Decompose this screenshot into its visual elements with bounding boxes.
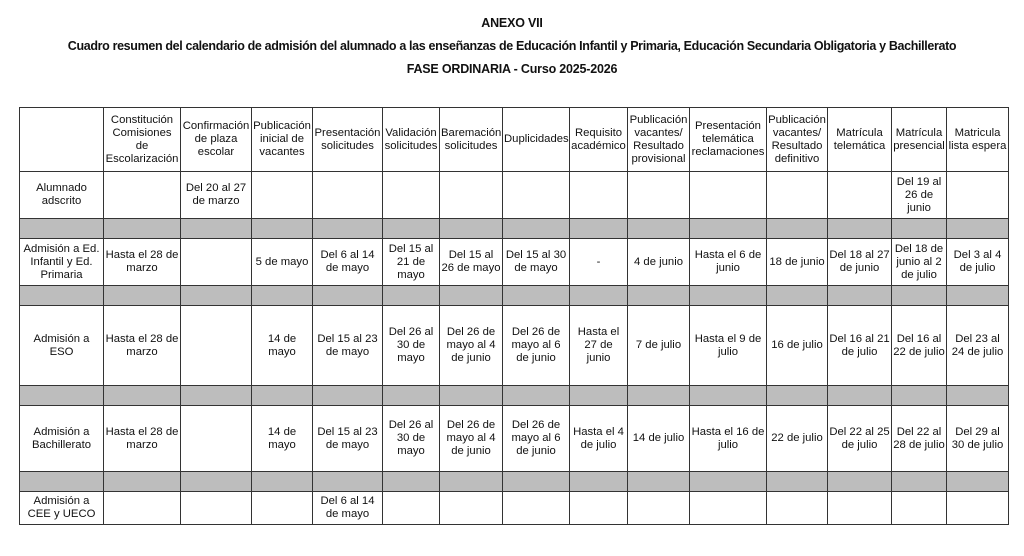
table-cell [947, 172, 1009, 219]
table-cell [181, 239, 252, 286]
table-cell [104, 172, 181, 219]
separator-cell [383, 219, 440, 239]
table-cell: Del 22 al 25 de julio [828, 406, 892, 472]
table-cell: Del 15 al 30 de mayo [503, 239, 570, 286]
separator-cell [503, 286, 570, 306]
separator-cell [767, 219, 828, 239]
separator-cell [628, 219, 690, 239]
phase-title: FASE ORDINARIA - Curso 2025-2026 [406, 62, 618, 76]
separator-cell [892, 219, 947, 239]
separator-cell [181, 219, 252, 239]
table-cell [252, 172, 313, 219]
separator-cell [20, 472, 104, 492]
separator-cell [828, 386, 892, 406]
document-subtitle: Cuadro resumen del calendario de admisión del alumnado a las enseñanzas de Educación Infantil y Primaria, Educación Secundaria Obligatoria y Bachillerato [67, 39, 957, 53]
separator-cell [252, 286, 313, 306]
separator-cell [503, 386, 570, 406]
separator-cell [252, 219, 313, 239]
separator-cell [252, 386, 313, 406]
table-cell [104, 492, 181, 525]
table-cell [767, 172, 828, 219]
separator-cell [440, 386, 503, 406]
table-cell: Del 26 de mayo al 6 de junio [503, 306, 570, 386]
table-row [20, 492, 1009, 525]
table-cell: 5 de mayo [252, 239, 313, 286]
separator-cell [104, 286, 181, 306]
separator-cell [440, 219, 503, 239]
separator-cell [690, 219, 767, 239]
column-header: Validación solicitudes [383, 108, 440, 172]
table-cell: Del 19 al 26 de junio [892, 172, 947, 219]
separator-cell [20, 386, 104, 406]
column-header: Publicación vacantes/ Resultado provisional [628, 108, 690, 172]
separator-cell [440, 286, 503, 306]
separator-cell [767, 472, 828, 492]
separator-cell [313, 472, 383, 492]
separator-cell [828, 219, 892, 239]
separator-cell [767, 386, 828, 406]
table-cell: Hasta el 28 de marzo [104, 306, 181, 386]
separator-cell [20, 286, 104, 306]
column-header: Publicación inicial de vacantes [252, 108, 313, 172]
column-header: Requisito académico [570, 108, 628, 172]
table-cell: Del 6 al 14 de mayo [313, 492, 383, 525]
separator-cell [313, 386, 383, 406]
table-cell [383, 492, 440, 525]
table-cell: Del 6 al 14 de mayo [313, 239, 383, 286]
separator-cell [767, 286, 828, 306]
annex-title: ANEXO VII [481, 16, 543, 30]
table-cell: 14 de mayo [252, 406, 313, 472]
separator-cell [383, 286, 440, 306]
table-cell [690, 172, 767, 219]
table-cell: Del 15 al 26 de mayo [440, 239, 503, 286]
table-cell [570, 172, 628, 219]
separator-cell [628, 286, 690, 306]
column-header: Matrícula presencial [892, 108, 947, 172]
separator-cell [104, 472, 181, 492]
separator-cell [104, 386, 181, 406]
table-cell: 22 de julio [767, 406, 828, 472]
separator-cell [570, 286, 628, 306]
table-cell: 4 de junio [628, 239, 690, 286]
table-cell: Del 23 al 24 de julio [947, 306, 1009, 386]
separator-cell [20, 219, 104, 239]
row-label: Admisión a Bachillerato [20, 406, 104, 472]
separator-cell [252, 472, 313, 492]
table-cell [440, 172, 503, 219]
table-cell: 14 de julio [628, 406, 690, 472]
separator-cell [181, 286, 252, 306]
table-row [20, 239, 1009, 286]
column-header [20, 108, 104, 172]
column-header: Matrícula telemática [828, 108, 892, 172]
separator-cell [690, 472, 767, 492]
table-cell [767, 492, 828, 525]
table-cell: Del 15 al 21 de mayo [383, 239, 440, 286]
separator-cell [383, 472, 440, 492]
separator-cell [947, 386, 1009, 406]
table-cell [383, 172, 440, 219]
table-cell: Del 18 de junio al 2 de julio [892, 239, 947, 286]
document-header [0, 16, 1024, 76]
table-cell: Del 29 al 30 de julio [947, 406, 1009, 472]
column-header: Publicación vacantes/ Resultado definitivo [767, 108, 828, 172]
table-cell [313, 172, 383, 219]
table-cell [440, 492, 503, 525]
separator-row [20, 219, 1009, 239]
column-header: Confirmación de plaza escolar [181, 108, 252, 172]
table-cell [690, 492, 767, 525]
table-cell [947, 492, 1009, 525]
table-cell [252, 492, 313, 525]
separator-cell [440, 472, 503, 492]
row-label: Alumnado adscrito [20, 172, 104, 219]
table-cell: 18 de junio [767, 239, 828, 286]
separator-cell [892, 286, 947, 306]
table-cell [628, 172, 690, 219]
table-cell: Del 15 al 23 de mayo [313, 306, 383, 386]
table-cell: Hasta el 6 de junio [690, 239, 767, 286]
separator-cell [828, 472, 892, 492]
separator-row [20, 472, 1009, 492]
table-cell: Hasta el 9 de julio [690, 306, 767, 386]
separator-cell [628, 472, 690, 492]
table-cell [828, 172, 892, 219]
table-cell: - [570, 239, 628, 286]
table-cell: Del 16 al 21 de julio [828, 306, 892, 386]
admission-calendar-table [19, 107, 1009, 525]
separator-row [20, 386, 1009, 406]
column-header: Presentación solicitudes [313, 108, 383, 172]
row-label: Admisión a Ed. Infantil y Ed. Primaria [20, 239, 104, 286]
separator-cell [947, 219, 1009, 239]
column-header: Matricula lista espera [947, 108, 1009, 172]
table-cell: Del 26 de mayo al 4 de junio [440, 406, 503, 472]
column-header: Duplicidades [503, 108, 570, 172]
table-row [20, 172, 1009, 219]
table-cell [181, 492, 252, 525]
table-cell: Hasta el 28 de marzo [104, 239, 181, 286]
table-cell: Del 26 de mayo al 4 de junio [440, 306, 503, 386]
table-cell: Hasta el 28 de marzo [104, 406, 181, 472]
separator-cell [383, 386, 440, 406]
table-cell [503, 492, 570, 525]
table-cell: Del 26 al 30 de mayo [383, 306, 440, 386]
separator-cell [947, 286, 1009, 306]
separator-cell [947, 472, 1009, 492]
column-header: Presentación telemática reclamaciones [690, 108, 767, 172]
separator-row [20, 286, 1009, 306]
separator-cell [690, 286, 767, 306]
table-cell: Del 26 al 30 de mayo [383, 406, 440, 472]
table-cell: Hasta el 27 de junio [570, 306, 628, 386]
table-cell: Del 22 al 28 de julio [892, 406, 947, 472]
separator-cell [828, 286, 892, 306]
table-cell: Hasta el 4 de julio [570, 406, 628, 472]
separator-cell [181, 472, 252, 492]
table-row [20, 306, 1009, 386]
table-cell: Hasta el 16 de julio [690, 406, 767, 472]
table-cell [892, 492, 947, 525]
separator-cell [104, 219, 181, 239]
column-header: Baremación solicitudes [440, 108, 503, 172]
table-cell [181, 406, 252, 472]
table-cell: Del 26 de mayo al 6 de junio [503, 406, 570, 472]
table-cell [181, 306, 252, 386]
table-cell: Del 3 al 4 de julio [947, 239, 1009, 286]
table-cell [828, 492, 892, 525]
table-cell: Del 20 al 27 de marzo [181, 172, 252, 219]
table-cell: Del 18 al 27 de junio [828, 239, 892, 286]
table-row [20, 406, 1009, 472]
table-cell: Del 15 al 23 de mayo [313, 406, 383, 472]
table-cell [628, 492, 690, 525]
separator-cell [570, 386, 628, 406]
separator-cell [313, 286, 383, 306]
separator-cell [503, 219, 570, 239]
separator-cell [892, 386, 947, 406]
separator-cell [628, 386, 690, 406]
separator-cell [313, 219, 383, 239]
table-cell: 7 de julio [628, 306, 690, 386]
header-row [20, 108, 1009, 172]
table-cell [570, 492, 628, 525]
separator-cell [570, 472, 628, 492]
column-header: Constitución Comisiones de Escolarización [104, 108, 181, 172]
table-cell: 14 de mayo [252, 306, 313, 386]
separator-cell [181, 386, 252, 406]
separator-cell [570, 219, 628, 239]
separator-cell [690, 386, 767, 406]
row-label: Admisión a ESO [20, 306, 104, 386]
table-cell: Del 16 al 22 de julio [892, 306, 947, 386]
separator-cell [892, 472, 947, 492]
table-cell: 16 de julio [767, 306, 828, 386]
table-cell [503, 172, 570, 219]
separator-cell [503, 472, 570, 492]
row-label: Admisión a CEE y UECO [20, 492, 104, 525]
